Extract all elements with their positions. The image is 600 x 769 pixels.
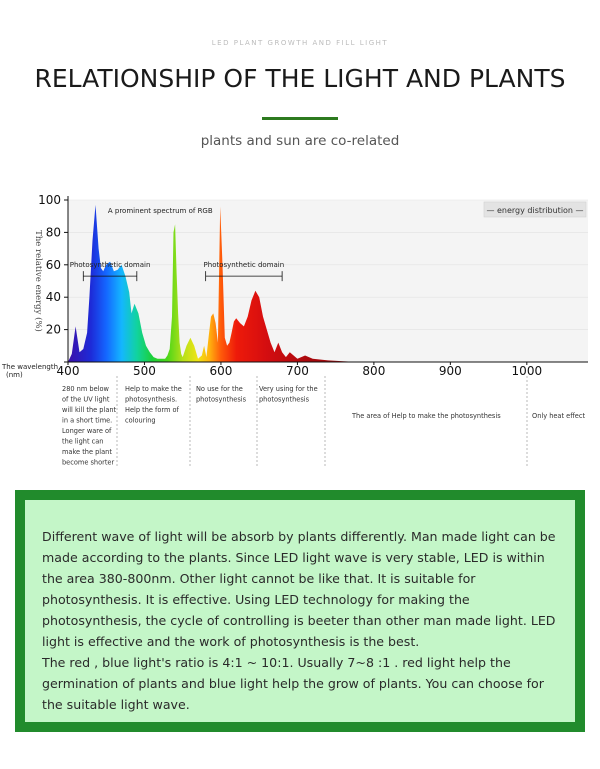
region-4-line: photosynthesis <box>259 395 310 404</box>
region-2-line: photosynthesis. <box>125 395 178 404</box>
region-5-line: The area of Help to make the photosynthesis <box>352 412 501 420</box>
description-paragraph-2: The red , blue light's ratio is 4:1 ~ 10:1. Usually 7~8 :1 . red light help the germination of plants and blue light help the grow of plants. You can choose for the suitable light wave. <box>42 655 544 712</box>
x-tick-label: 1000 <box>511 364 543 378</box>
x-tick-label: 700 <box>285 364 309 378</box>
region-1-line: in a short time. <box>62 416 113 425</box>
spectrum-chart <box>0 190 600 470</box>
x-axis-label: The wavelength (nm) <box>2 363 59 379</box>
region-2-line: Help the form of <box>125 406 179 414</box>
region-1-line: 280 nm below <box>62 385 109 393</box>
legend-label: — energy distribution — <box>486 206 584 215</box>
region-6-line: Only heat effect <box>532 412 586 420</box>
y-tick-label: 20 <box>45 322 61 337</box>
x-tick-label: 900 <box>438 364 462 378</box>
region-1-line: of the UV light <box>62 395 110 404</box>
description-box <box>25 500 575 722</box>
plot-background <box>68 200 588 362</box>
y-axis-label: The relative energy (%) <box>33 230 43 332</box>
region-1-line: will kill the plant <box>62 406 117 414</box>
description-paragraph-1: Different wave of light will be absorb by plants differently. Man made light can be made according to the plants. Since LED light wave is very stable, LED is within the area 380-800nm. Other light cannot be like that. It is suitable for photosynthesis. It is effective. Using LED technology for making the photosynthesis, the cycle of controlling is beeter than other man made light. LED light is effective and the work of photosynthesis is the best. <box>42 529 556 649</box>
rgb-annotation: A prominent spectrum of RGB <box>107 207 213 215</box>
description-panel <box>15 490 585 732</box>
photosynthetic-domain-1-label: Photosynthetic domain <box>69 261 151 270</box>
y-tick-label: 40 <box>45 290 61 305</box>
x-tick-label: 600 <box>209 364 233 378</box>
region-2-line: Help to make the <box>125 385 182 393</box>
header-kicker: LED PLANT GROWTH AND FILL LIGHT <box>211 39 389 47</box>
region-2-line: colouring <box>125 416 156 425</box>
region-4-line: Very using for the <box>259 385 318 393</box>
region-1-line: the light can <box>62 437 104 446</box>
x-tick-label: 400 <box>56 364 80 378</box>
region-1-line: become shorter <box>62 458 115 467</box>
photosynthetic-domain-2-label: Photosynthetic domain <box>203 261 285 270</box>
title-divider <box>262 117 338 120</box>
x-tick-label: 800 <box>362 364 386 378</box>
region-3-line: No use for the <box>196 385 243 393</box>
y-tick-label: 100 <box>38 193 61 207</box>
region-1-line: Longer ware of <box>62 427 112 435</box>
region-1-line: make the plant <box>62 448 112 456</box>
x-tick-label: 500 <box>133 364 156 378</box>
page-subtitle: plants and sun are co-related <box>200 133 400 149</box>
y-tick-label: 60 <box>45 257 61 272</box>
y-tick-label: 80 <box>45 225 61 240</box>
region-3-line: photosynthesis <box>196 395 247 404</box>
page-title: RELATIONSHIP OF THE LIGHT AND PLANTS <box>34 64 566 93</box>
